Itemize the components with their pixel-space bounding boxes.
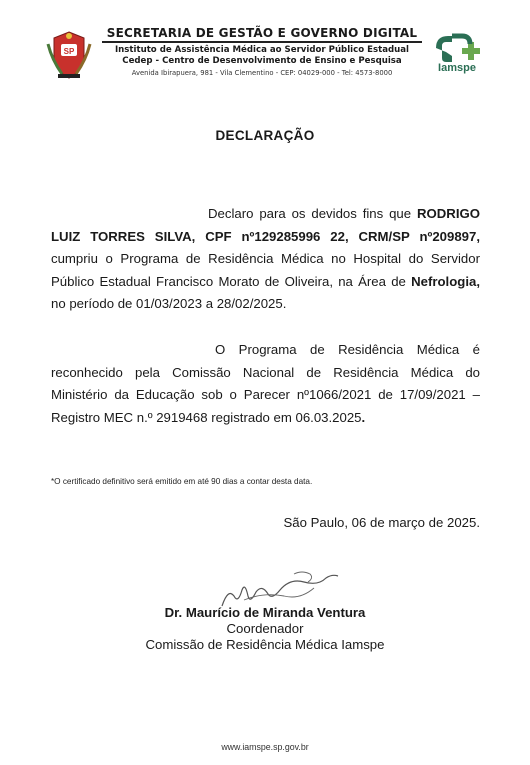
signatory-name: Dr. Maurício de Miranda Ventura	[164, 605, 366, 620]
letterhead	[0, 0, 530, 90]
specialty-area: Nefrologia,	[411, 273, 480, 289]
footnote: *O certificado definitivo será emitido em até 90 dias a contar desta data.	[51, 477, 313, 486]
p2-text: O Programa de Residência Médica é reconhecido pela Comissão Nacional de Residência Médica do Ministério da Educação sob o Parecer nº1066/2021 de 17/09/2021 – Registro MEC n.º 2919468 registrado em 06.03.2025	[51, 342, 480, 425]
p1-period: no período de 01/03/2023 a 28/02/2025.	[51, 296, 287, 311]
institute-name: Instituto de Assistência Médica ao Servidor Público Estadual	[114, 45, 410, 55]
signatory-organization: Comissão de Residência Médica Iamspe	[145, 637, 385, 652]
p1-intro: Declaro para os devidos fins que	[208, 206, 417, 221]
svg-text:SP: SP	[63, 47, 75, 56]
place-date: São Paulo, 06 de março de 2025.	[283, 515, 480, 530]
department-name: Cedep - Centro de Desenvolvimento de Ensino e Pesquisa	[122, 56, 402, 66]
signatory-block	[90, 605, 440, 653]
resident-identification: RODRIGO LUIZ TORRES SILVA, CPF nº129285996 22, CRM/SP nº209897,	[51, 206, 480, 244]
website-url: www.iamspe.sp.gov.br	[221, 742, 309, 752]
agency-title: SECRETARIA DE GESTÃO E GOVERNO DIGITAL	[102, 26, 422, 43]
declaration-paragraph	[51, 203, 480, 316]
document-title: DECLARAÇÃO	[215, 128, 315, 143]
p2-period-mark: .	[361, 409, 366, 425]
p1-body: cumpriu o Programa de Residência Médica no Hospital do Servidor Público Estadual Francisco Morato de Oliveira, na Área de	[51, 251, 480, 289]
iamspe-logo-text: Iamspe	[438, 62, 476, 74]
sao-paulo-state-seal-icon	[44, 30, 94, 80]
address-line: Avenida Ibirapuera, 981 - Vila Clementino - CEP: 04029-000 - Tel: 4573-8000	[131, 69, 393, 77]
signatory-role: Coordenador	[226, 621, 304, 636]
recognition-paragraph	[51, 339, 480, 429]
